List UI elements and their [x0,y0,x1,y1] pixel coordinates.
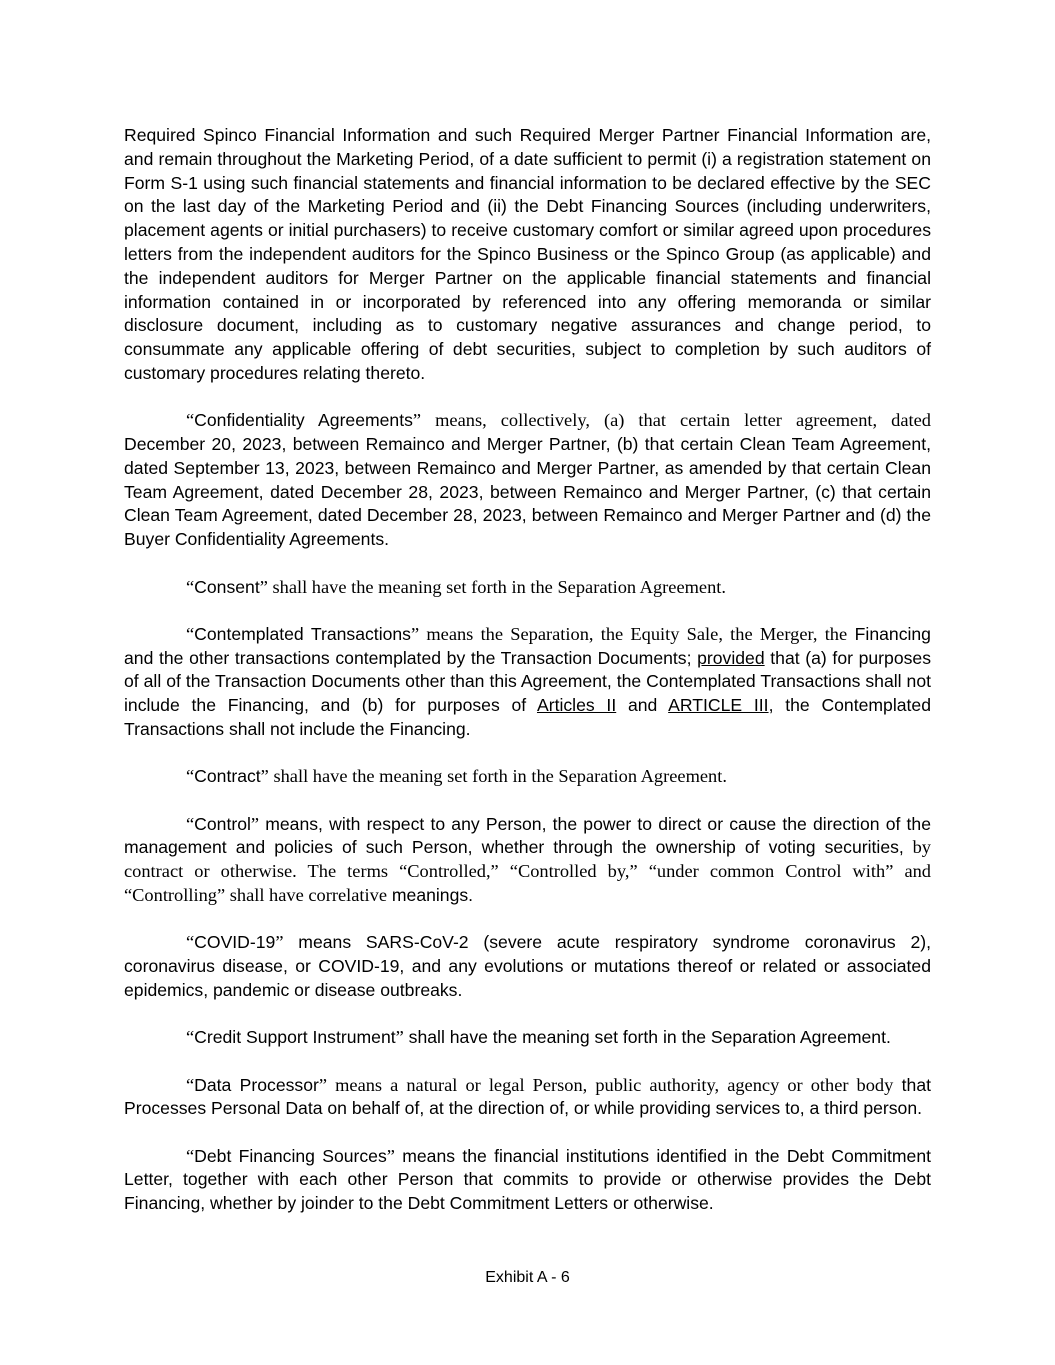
defined-term: Data Processor [194,1074,319,1095]
close-quote: ” [412,410,422,431]
open-quote: “ [186,1027,195,1048]
close-quote: ” [318,1074,328,1095]
defined-term: Control [194,813,251,834]
definition-consent [124,576,931,600]
definition-text-end: meanings. [387,885,474,906]
definition-text: December 20, 2023, between Remainco and Merger Partner, (b) that certain Clean Team Agreement, dated September 13, 2023, between Remainco and Merger Partner, as amended by that certain Clean Team Agreement, dated December 28, 2023, between Remainco and Merger Partner, (c) that certain Clean Team Agreement, dated December 28, 2023, between Remainco and Merger Partner and (d) the Buyer Confidentiality Agreements. [124,434,931,550]
definition-text: means SARS-CoV-2 (severe acute respiratory syndrome coronavirus 2), coronavirus disease, or COVID-19, and any evolutions or mutations thereof or related or associated epidemics, pandemic or disease outbreaks. [124,932,931,1000]
close-quote: ” [259,576,268,597]
definition-text-serif: by contract or otherwise. The terms “Controlled,” “Controlled by,” “under common Control with” and “Controlling” shall have correlative [124,837,931,906]
article-iii-link[interactable]: ARTICLE III [668,695,769,716]
page-body [124,124,931,1239]
close-quote: ” [250,813,260,834]
defined-term: Credit Support Instrument [194,1027,396,1048]
definition-text-cont: that (a) for purposes of all of the Transaction Documents other than this Agreement, the Contemplated Transactions shall not include the Financing, and (b) for purposes of [124,647,931,716]
definition-text: shall have the meaning set forth in the Separation Agreement. [403,1027,891,1048]
defined-term: Debt Financing Sources [194,1145,387,1166]
definition-text-end: , the Contemplated Transactions shall not include the Financing. [124,695,931,740]
page-number-label: Exhibit A - 6 [485,1269,570,1286]
open-quote: “ [186,813,195,834]
page-footer [0,1269,1055,1287]
definition-debt-financing-sources [124,1145,931,1216]
definition-confidentiality-agreements [124,409,931,552]
paragraph-continuation [124,124,931,386]
definition-text: Financing and the other transactions contemplated by the Transaction Documents; [124,623,931,668]
definition-contract [124,765,931,789]
defined-term: COVID-19 [194,932,276,953]
open-quote: “ [186,410,195,431]
defined-term: Confidentiality Agreements [194,410,413,431]
open-quote: “ [186,766,195,787]
open-quote: “ [186,623,195,644]
definition-covid-19 [124,931,931,1002]
definition-text: means, with respect to any Person, the power to direct or cause the direction of the management and policies of such Person, whether through the ownership of voting securities, [124,813,931,858]
defined-term: Consent [194,576,260,597]
definition-control [124,813,931,908]
definition-text: shall have the meaning set forth in the Separation Agreement. [267,576,726,597]
definition-credit-support-instrument [124,1026,931,1050]
close-quote: ” [410,623,420,644]
definition-data-processor [124,1074,931,1122]
definition-text: that Processes Personal Data on behalf of, at the direction of, or while providing services to, a third person. [124,1074,931,1119]
close-quote: ” [386,1145,395,1166]
definition-text: means the financial institutions identified in the Debt Commitment Letter, together with each other Person that commits to provide or otherwise provides the Debt Financing, whether by joinder to the Debt Commitment Letters or otherwise. [124,1145,931,1214]
close-quote: ” [275,932,284,953]
open-quote: “ [186,1145,195,1166]
definition-lead: means the Separation, the Equity Sale, the Merger, the [419,623,848,644]
close-quote: ” [260,766,269,787]
articles-ii-link[interactable]: Articles II [536,695,617,716]
provided-emphasis: provided [697,647,765,668]
defined-term: Contemplated Transactions [194,623,411,644]
definition-lead: means a natural or legal Person, public authority, agency or other body [327,1074,894,1095]
open-quote: “ [186,1074,195,1095]
definition-lead: means, collectively, (a) that certain letter agreement, dated [421,410,931,431]
definition-text: shall have the meaning set forth in the Separation Agreement. [268,766,727,787]
conjunction: and [616,695,669,716]
definition-contemplated-transactions [124,623,931,742]
close-quote: ” [395,1027,404,1048]
paragraph-text: Required Spinco Financial Information and such Required Merger Partner Financial Information are, and remain throughout the Marketing Period, of a date sufficient to permit (i) a registration statement on Form S-1 using such financial statements and financial information to be declared effective by the SEC on the last day of the Marketing Period and (ii) the Debt Financing Sources (including underwriters, placement agents or initial purchasers) to receive customary comfort or similar agreed upon procedures letters from the independent auditors for the Spinco Business or the Spinco Group (as applicable) and the independent auditors for Merger Partner on the applicable financial statements and financial information contained in or incorporated by referenced into any offering memoranda or similar disclosure document, including as to customary negative assurances and change period, to consummate any applicable offering of debt securities, subject to completion by such auditors of customary procedures relating thereto. [124,125,931,383]
open-quote: “ [186,932,195,953]
defined-term: Contract [194,766,261,787]
open-quote: “ [186,576,195,597]
